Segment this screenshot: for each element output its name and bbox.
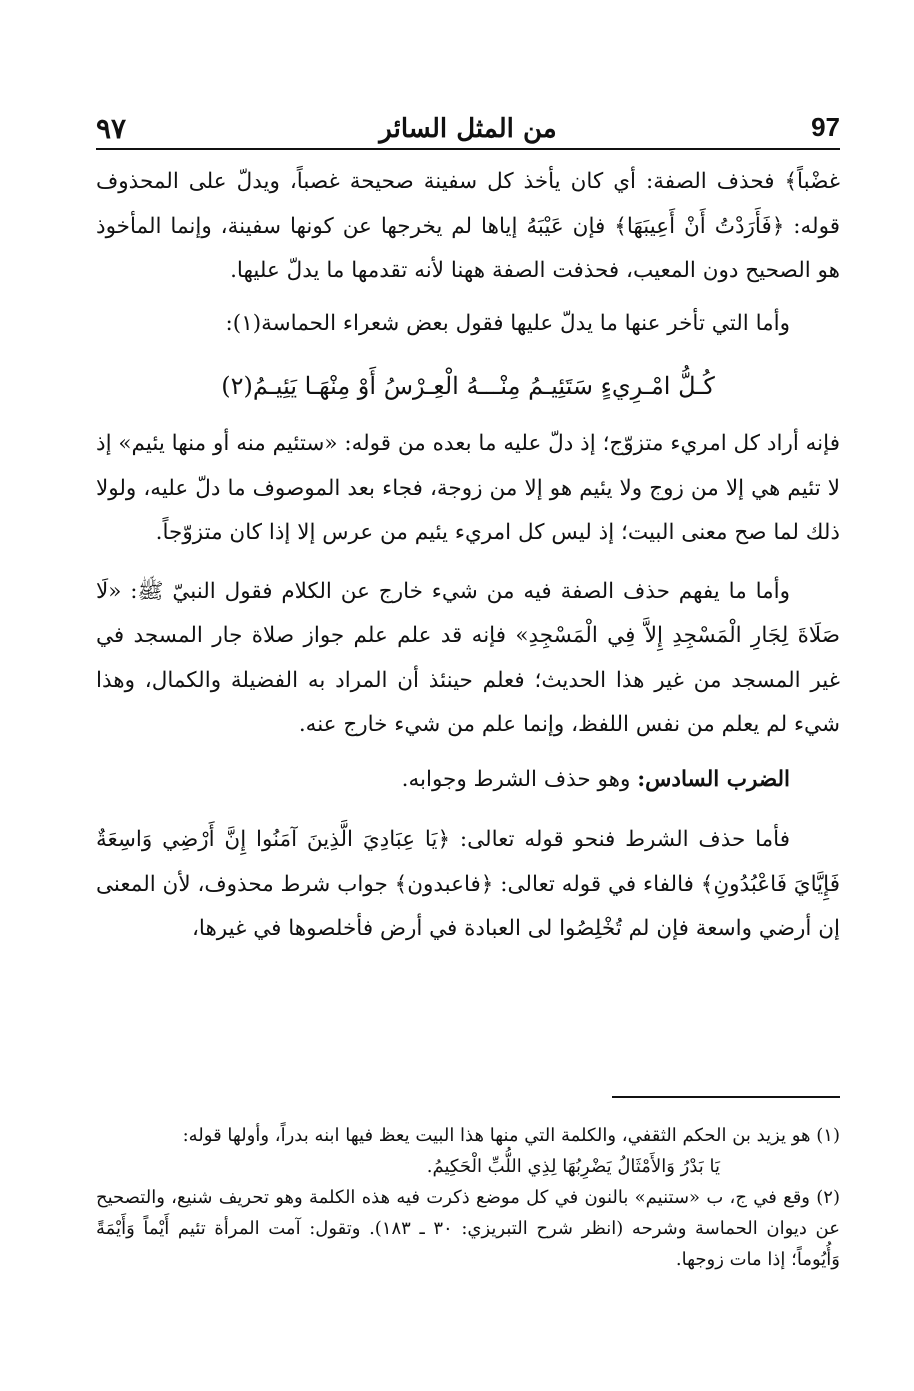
paragraph-5 (96, 758, 840, 803)
paragraph-4: وأما ما يفهم حذف الصفة فيه من شيء خارج عن الكلام فقول النبيّ ﷺ: «لَا صَلَاةَ لِجَارِ الْمَسْجِدِ إِلاَّ فِي الْمَسْجِدِ» فإنه قد علم علم جواز صلاة جار المسجد في غير المسجد من غير هذا الحديث؛ فعلم حينئذ أن المراد به الفضيلة والكمال، وهذا شيء لم يعلم من نفس اللفظ، وإنما علم من شيء خارج عنه. (96, 578, 840, 737)
page-number-latin: 97 (811, 112, 840, 142)
paragraph-2: وأما التي تأخر عنها ما يدلّ عليها فقول بعض شعراء الحماسة(١): (225, 310, 790, 336)
page-header (96, 108, 840, 150)
paragraph-1: غضْباً﴾ فحذف الصفة: أي كان يأخذ كل سفينة صحيحة غصباً، ويدلّ على المحذوف قوله: ﴿فَأَرَدْتُ أَنْ أَعِيبَهَا﴾ فإن عَيْبَهُ إياها لم يخرجها عن كونها سفينة، وإنما المأخوذ هو الصحيح دون المعيب، فحذفت الصفة ههنا لأنه تقدمها ما يدلّ عليها. (96, 169, 840, 283)
body-text (96, 160, 840, 952)
paragraph-3: فإنه أراد كل امريء متزوّج؛ إذ دلّ عليه ما بعده من قوله: «ستئيم منه أو منها يئيم» إذ لا تئيم هي إلا من زوج ولا يئيم هو إلا من زوجة، فجاء بعد الموصوف ما دلّ عليه، ولولا ذلك لما صح معنى البيت؛ إذ ليس كل امريء يئيم من عرس إلا إذا كان متزوّجاً. (96, 431, 840, 545)
footnote-1: (١) هو يزيد بن الحكم الثقفي، والكلمة التي منها هذا البيت يعظ فيها ابنه بدراً، وأولها قوله: (182, 1125, 840, 1146)
section-heading-text: وهو حذف الشرط وجوابه. (401, 766, 631, 792)
footnotes (96, 1120, 840, 1275)
paragraph-6: فأما حذف الشرط فنحو قوله تعالى: ﴿يَا عِبَادِيَ الَّذِينَ آمَنُوا إِنَّ أَرْضِي وَاسِعَةٌ فَإِيَّايَ فَاعْبُدُونِ﴾ فالفاء في قوله تعالى: ﴿فاعبدون﴾ جواب شرط محذوف، لأن المعنى إن أرضي واسعة فإن لم تُخْلِصُوا لى العبادة في أرض فأخلصوها في غيرها، (95, 827, 840, 941)
running-title: من المثل السائر (379, 114, 557, 144)
footnote-separator (612, 1096, 840, 1098)
footnote-1-verse: يَا بَدْرُ وَالأَمْثَالُ يَضْرِبُهَا لِذِي اللُّبِّ الْحَكِيمُ. (426, 1156, 720, 1177)
poem-verse: كُـلُّ امْـرِيءٍ سَتَئِيـمُ مِنْـــهُ الْعِـرْسُ أَوْ مِنْهَـا يَئِيـمُ(٢) (221, 372, 715, 400)
section-heading: الضرب السادس: (637, 766, 790, 792)
page-number-arabic: ٩٧ (96, 112, 127, 145)
footnote-2: (٢) وقع في ج، ب «ستنيم» بالنون في كل موضع ذكرت فيه هذه الكلمة وهو تحريف شنيع، والتصحيح عن ديوان الحماسة وشرحه (انظر شرح التبريزي: ٣٠ ـ ١٨٣). وتقول: آمت المرأة تئيم أَيْماً وَأَيْمَةً وَأُيُوماً؛ إذا مات زوجها. (96, 1187, 840, 1270)
